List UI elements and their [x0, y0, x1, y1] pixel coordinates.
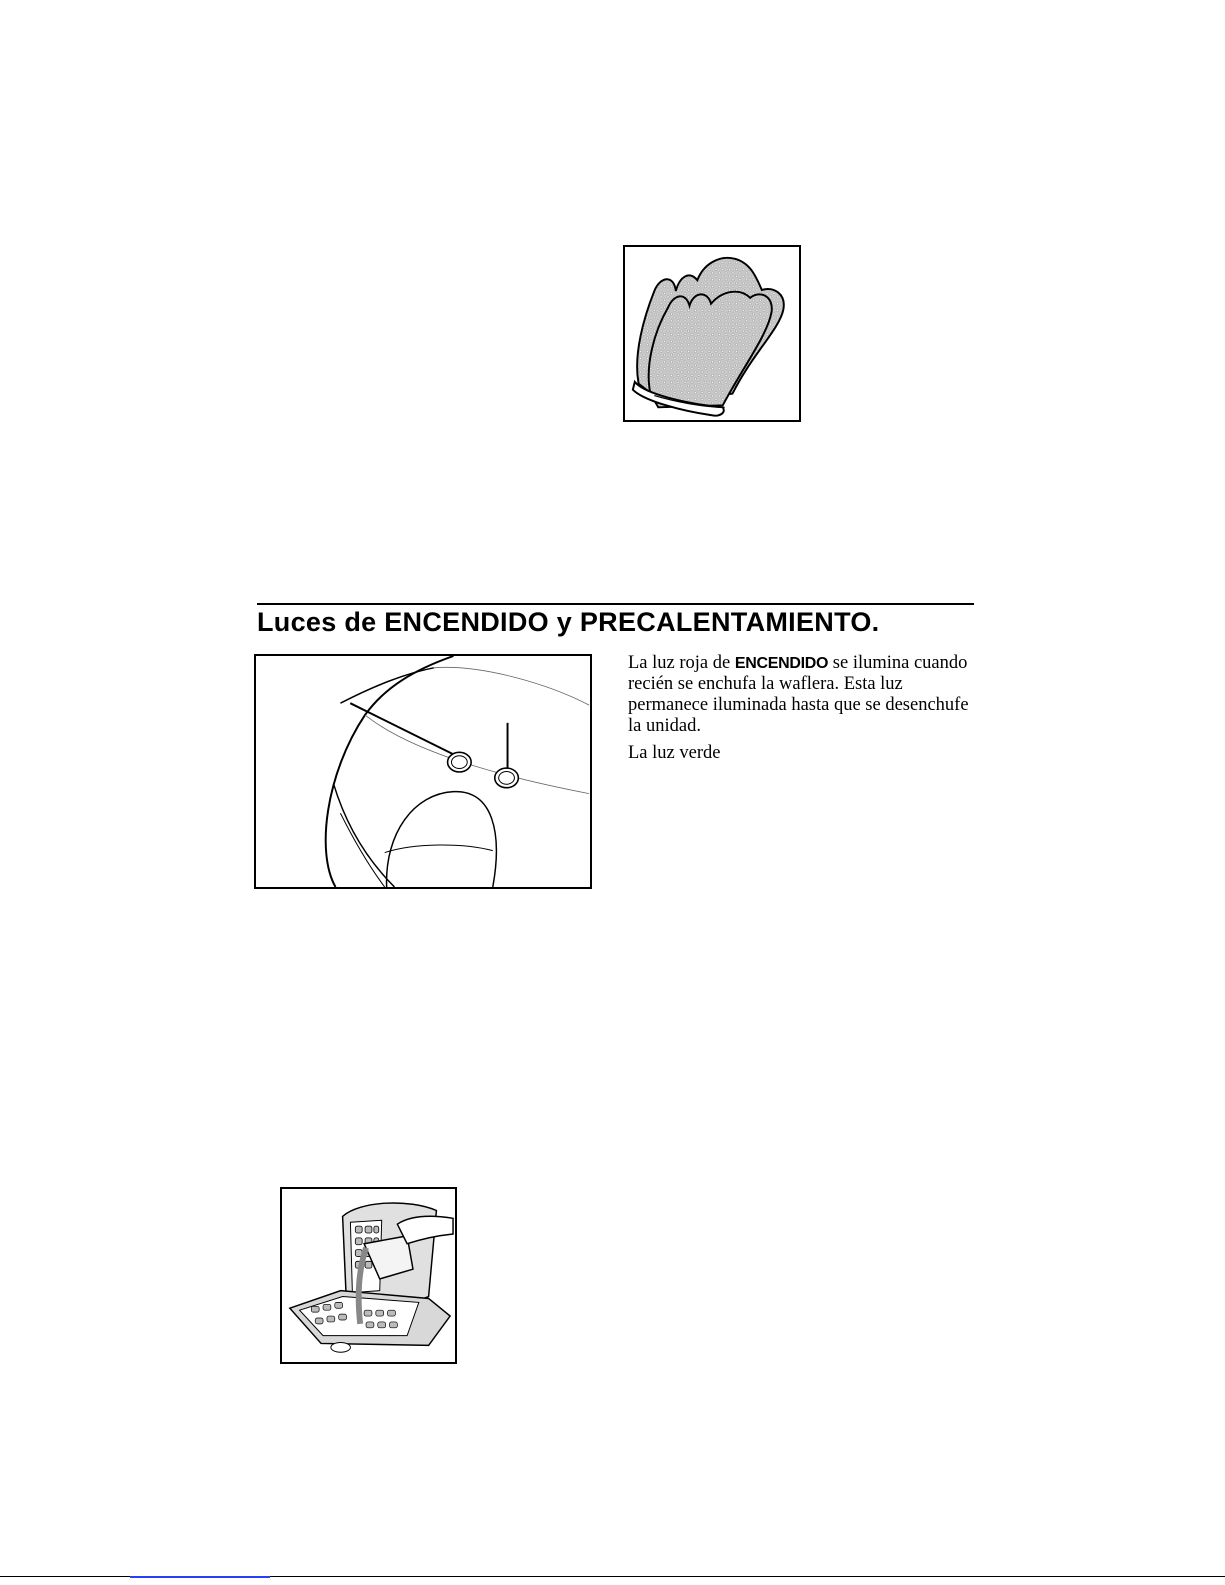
indicator-lights-figure [254, 654, 592, 889]
paragraph-power-light [628, 653, 973, 737]
paragraph-green-light: La luz verde [628, 743, 721, 763]
oven-mitts-icon [625, 247, 799, 420]
pouring-batter-waffle-maker-icon [282, 1189, 455, 1362]
keyword-encendido: ENCENDIDO [734, 655, 829, 672]
section-heading: Luces de ENCENDIDO y PRECALENTAMIENTO. [257, 607, 880, 637]
pouring-batter-figure [280, 1187, 457, 1364]
paragraph1-end: se ilumina cuando recién se enchufa la waflera. Esta luz permanece iluminada hasta que se desenchufe la unidad. [628, 653, 969, 736]
oven-mitts-figure [623, 245, 801, 422]
paragraph1-start: La luz roja de [628, 653, 735, 673]
footer-link-underline[interactable] [130, 1576, 270, 1578]
body-text [628, 653, 973, 770]
waffle-maker-indicator-lights-icon [256, 656, 590, 887]
